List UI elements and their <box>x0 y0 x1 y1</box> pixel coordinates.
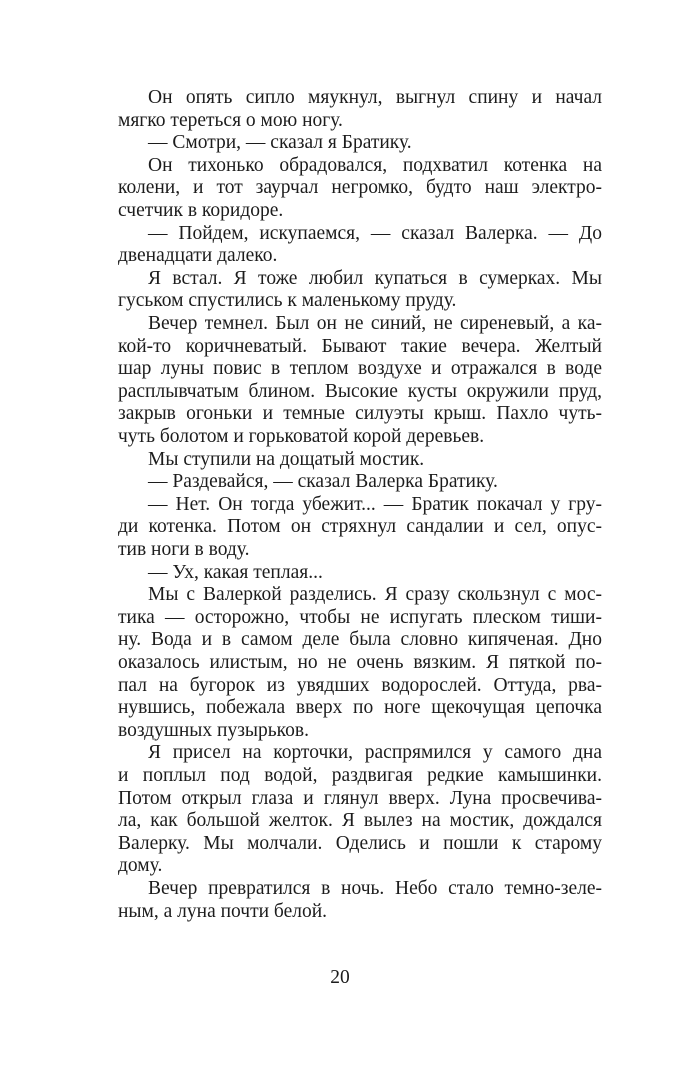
text-line: Он тихонько обрадовался, подхватил котенка на <box>148 154 602 176</box>
text-line: — Пойдем, искупаемся, — сказал Валерка. — До <box>148 222 602 244</box>
text-line: Вечер превратился в ночь. Небо стало темно-зеле- <box>148 878 602 899</box>
text-line: шар луны повис в теплом воздухе и отражался в воде <box>118 358 602 380</box>
text-line: — Раздевайся, — сказал Валерка Братику. <box>148 471 498 493</box>
text-line: Мы ступили на дощатый мостик. <box>148 448 425 470</box>
text-line: колени, и тот заурчал негромко, будто наш электро- <box>118 177 602 199</box>
text-line: двенадцати далеко. <box>118 245 278 267</box>
text-line: тив ноги в воду. <box>118 539 250 560</box>
text-line: расплывчатым блином. Высокие кусты окружили пруд, <box>118 380 602 402</box>
text-line: и поплыл под водой, раздвигая редкие камышинки. <box>118 765 602 786</box>
text-line: — Ух, какая теплая... <box>148 561 323 583</box>
text-line: нувшись, побежала вверх по ноге щекочущая цепочка <box>118 697 602 719</box>
page-number: 20 <box>330 967 350 988</box>
text-line: воздушных пузырьков. <box>118 719 309 741</box>
text-line: гуськом спустились к маленькому пруду. <box>118 290 457 312</box>
text-line: ла, как большой желток. Я вылез на мостик, дождался <box>118 810 602 832</box>
text-line: — Нет. Он тогда убежит... — Братик покачал у гру- <box>148 493 602 515</box>
text-line: Мы с Валеркой разделись. Я сразу скользнул с мос- <box>148 584 602 606</box>
text-line: дому. <box>118 855 163 877</box>
text-line: мягко тереться о мою ногу. <box>118 109 343 131</box>
text-line: кой-то коричневатый. Бывают такие вечера. Желтый <box>118 335 602 357</box>
text-line: тика — осторожно, чтобы не испугать плеском тиши- <box>118 606 602 628</box>
text-line: Потом открыл глаза и глянул вверх. Луна просвечива- <box>118 787 602 809</box>
text-line: Я присел на корточки, распрямился у самого дна <box>148 742 602 764</box>
text-line: Он опять сипло мяукнул, выгнул спину и начал <box>148 87 602 108</box>
text-line: счетчик в коридоре. <box>118 200 284 221</box>
text-line: Вечер темнел. Был он не синий, не сиреневый, а ка- <box>148 313 602 334</box>
text-line: чуть болотом и горьковатой корой деревьев. <box>118 426 485 447</box>
text-line: — Смотри, — сказал я Братику. <box>148 132 412 154</box>
text-line: Я встал. Я тоже любил купаться в сумерках. Мы <box>148 267 602 289</box>
text-line: ди котенка. Потом он стряхнул сандалии и сел, опус- <box>118 516 602 538</box>
text-line: Валерку. Мы молчали. Оделись и пошли к старому <box>118 832 602 854</box>
text-line: закрыв огоньки и темные силуэты крыш. Пахло чуть- <box>118 403 602 425</box>
text-line: оказалось илистым, но не очень вязким. Я пяткой по- <box>118 652 602 673</box>
text-line: пал на бугорок из увядших водорослей. Оттуда, рва- <box>118 674 602 696</box>
text-line: ну. Вода и в самом деле была словно кипяченая. Дно <box>118 629 602 651</box>
text-line: ным, а луна почти белой. <box>118 900 328 922</box>
